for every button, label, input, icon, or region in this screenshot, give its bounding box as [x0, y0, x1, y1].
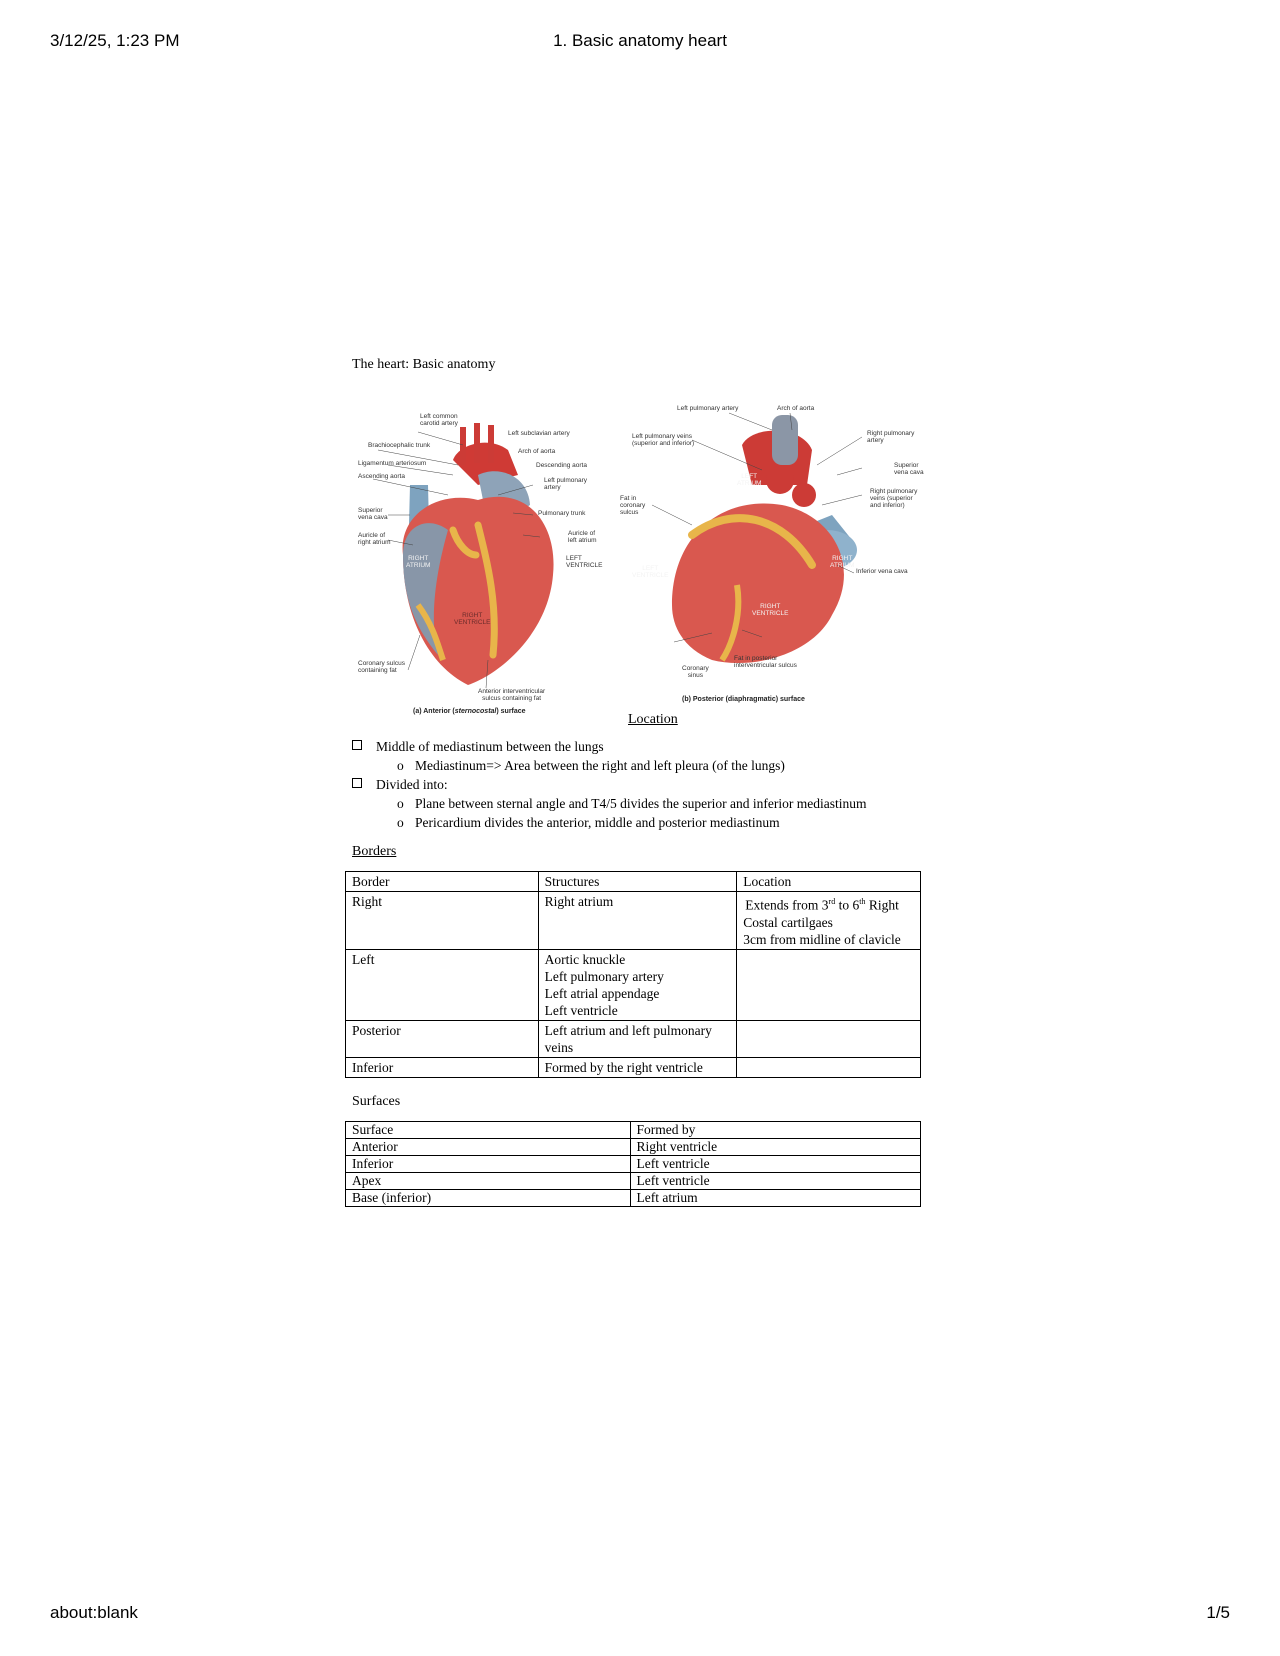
heart-figure-anterior	[358, 405, 620, 715]
table-row: Inferior Left ventricle	[346, 1156, 921, 1173]
checkbox-bullet-icon	[352, 740, 362, 750]
print-url: about:blank	[50, 1603, 138, 1622]
label-arch-of-aorta-b: Arch of aorta	[777, 405, 815, 412]
borders-table	[345, 871, 921, 1078]
label-ligamentum: Ligamentum arteriosum	[358, 460, 427, 467]
surfaces-heading: Surfaces	[352, 1094, 401, 1109]
document-title: The heart: Basic anatomy	[352, 357, 496, 372]
label-superior-vena-cava-b: Superior vena cava	[894, 462, 924, 477]
label-left-pulmonary-veins: Left pulmonary veins (superior and inferior)	[632, 433, 695, 448]
cell-location	[737, 1020, 921, 1057]
heart-figure-posterior	[620, 405, 942, 705]
table-row	[346, 1020, 921, 1057]
list-item: o Pericardium divides the anterior, middle and posterior mediastinum	[397, 815, 780, 830]
list-item: Middle of mediastinum between the lungs	[352, 739, 604, 755]
table-row	[346, 949, 921, 1020]
header-border: Border	[346, 872, 539, 892]
table-header-row	[346, 872, 921, 892]
cell-border: Left	[346, 949, 539, 1020]
figure-a-caption: (a) Anterior (sternocostal) surface	[413, 708, 526, 715]
table-row: Anterior Right ventricle	[346, 1139, 921, 1156]
label-left-ventricle: LEFT VENTRICLE	[566, 555, 603, 570]
table-row: Base (inferior) Left atrium	[346, 1190, 921, 1207]
label-arch-of-aorta: Arch of aorta	[518, 448, 556, 455]
cell-border: Right	[346, 892, 539, 950]
label-left-common-carotid: Left common carotid artery	[420, 413, 458, 428]
header-location: Location	[737, 872, 921, 892]
label-right-ventricle: RIGHT VENTRICLE	[454, 612, 491, 627]
borders-heading: Borders	[352, 844, 397, 859]
label-right-ventricle-b: RIGHT VENTRICLE	[752, 603, 789, 618]
print-page-title: 1. Basic anatomy heart	[553, 31, 727, 50]
label-inferior-vena-cava: Inferior vena cava	[856, 568, 908, 575]
header-structures: Structures	[538, 872, 737, 892]
cell-structures: Aortic knuckle Left pulmonary artery Left atrial appendage Left ventricle	[538, 949, 737, 1020]
label-brachiocephalic: Brachiocephalic trunk	[368, 442, 431, 449]
label-pulmonary-trunk: Pulmonary trunk	[538, 510, 586, 517]
header-surface: Surface	[346, 1122, 631, 1139]
label-right-atrium: RIGHT ATRIUM	[406, 555, 431, 570]
label-left-subclavian: Left subclavian artery	[508, 430, 570, 437]
cell-structures: Left atrium and left pulmonary veins	[538, 1020, 737, 1057]
print-page-number: 1/5	[1206, 1603, 1230, 1622]
label-coronary-sinus: Coronary sinus	[682, 665, 709, 680]
label-coronary-sulcus: Coronary sulcus containing fat	[358, 660, 405, 675]
label-descending-aorta: Descending aorta	[536, 462, 587, 469]
cell-structures: Right atrium	[538, 892, 737, 950]
surfaces-table	[345, 1121, 921, 1207]
table-row	[346, 892, 921, 950]
label-auricle-right-atrium: Auricle of right atrium	[358, 532, 391, 547]
label-ascending-aorta: Ascending aorta	[358, 473, 405, 480]
label-left-atrium: LEFT ATRIUM	[737, 473, 762, 488]
list-item: o Mediastinum=> Area between the right and left pleura (of the lungs)	[397, 758, 785, 773]
figure-b-caption: (b) Posterior (diaphragmatic) surface	[682, 696, 805, 703]
list-item: o Plane between sternal angle and T4/5 divides the superior and inferior mediastinum	[397, 796, 867, 811]
table-row: Apex Left ventricle	[346, 1173, 921, 1190]
cell-structures: Formed by the right ventricle	[538, 1057, 737, 1077]
cell-location	[737, 1057, 921, 1077]
label-left-pulmonary-artery-b: Left pulmonary artery	[677, 405, 739, 412]
table-row	[346, 1057, 921, 1077]
label-right-pulmonary-artery: Right pulmonary artery	[867, 430, 915, 445]
label-superior-vena-cava: Superior vena cava	[358, 507, 388, 522]
label-fat-in-coronary-sulcus: Fat in coronary sulcus	[620, 495, 646, 517]
label-right-atrium-b: RIGHT ATRIUM	[830, 555, 855, 570]
checkbox-bullet-icon	[352, 778, 362, 788]
label-right-pulmonary-veins: Right pulmonary veins (superior and inferior)	[870, 488, 918, 510]
location-heading: Location	[628, 712, 678, 727]
table-header-row	[346, 1122, 921, 1139]
label-auricle-left-atrium: Auricle of left atrium	[568, 530, 597, 545]
label-left-ventricle-b: LEFT VENTRICLE	[632, 565, 669, 580]
header-formed-by: Formed by	[630, 1122, 921, 1139]
label-left-pulmonary-artery: Left pulmonary artery	[544, 477, 587, 492]
print-datetime: 3/12/25, 1:23 PM	[50, 31, 180, 50]
cell-location	[737, 949, 921, 1020]
cell-location: Extends from 3rd to 6th Right Costal cartilgaes 3cm from midline of clavicle	[737, 892, 921, 950]
list-item: Divided into:	[352, 777, 448, 793]
label-anterior-interventricular: Anterior interventricular sulcus containing fat	[478, 688, 546, 703]
cell-border: Posterior	[346, 1020, 539, 1057]
cell-border: Inferior	[346, 1057, 539, 1077]
label-fat-in-posterior-sulcus: Fat in posterior interventricular sulcus	[734, 655, 797, 670]
